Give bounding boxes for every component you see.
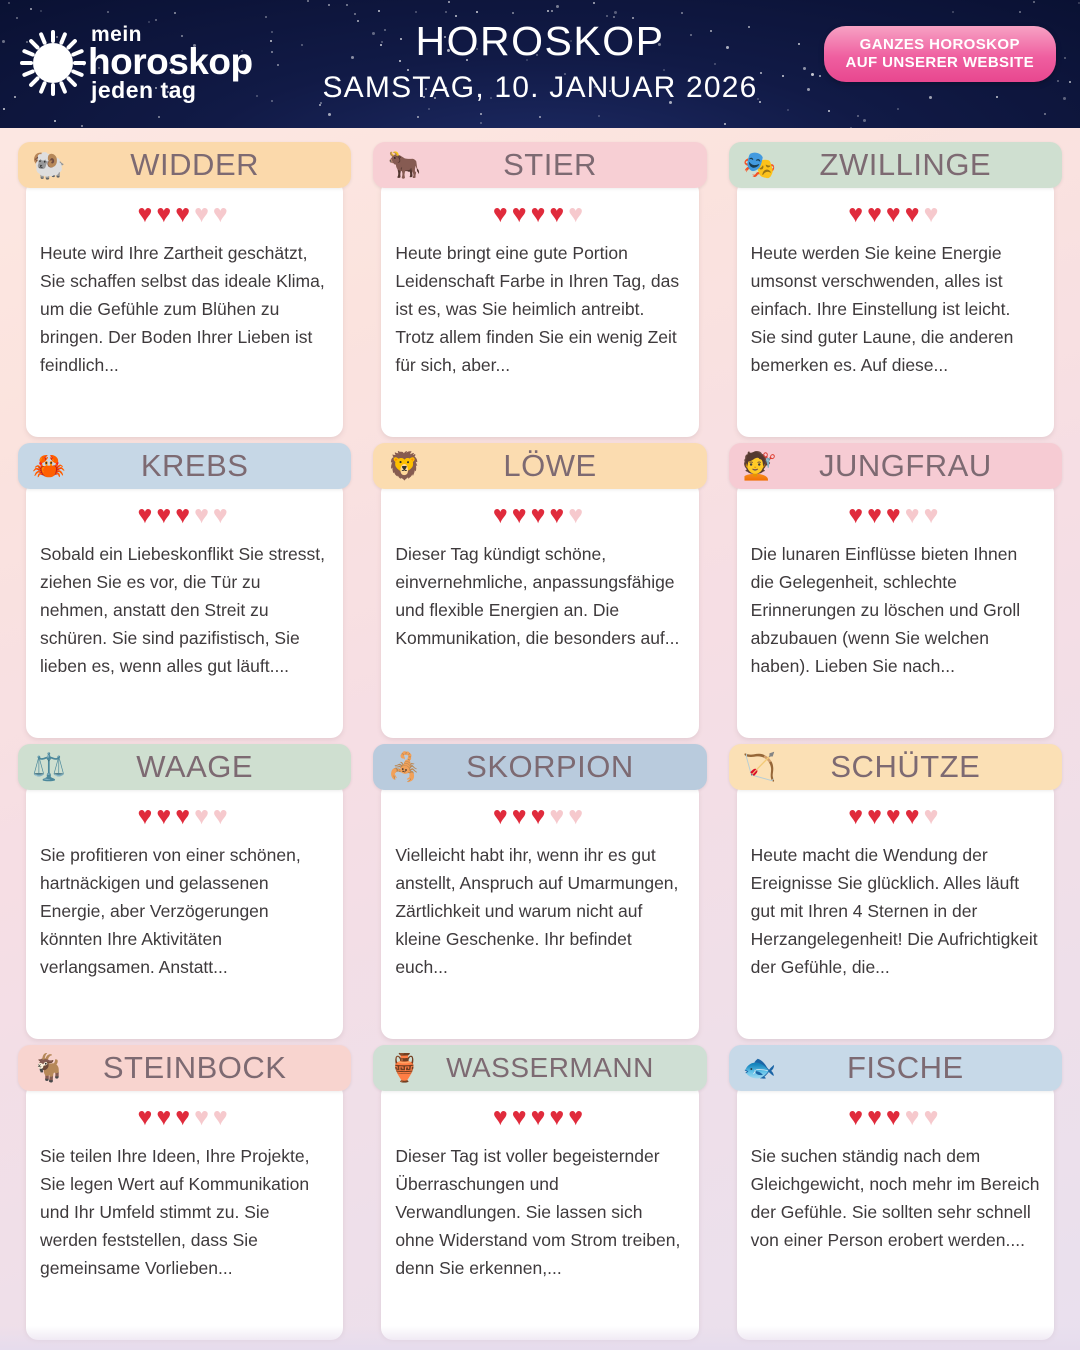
sign-body [26,180,343,437]
heart-icon: ♥ [511,501,531,529]
libra-scales-icon: ⚖️ [32,751,66,782]
sign-card-zwillinge[interactable] [729,142,1062,437]
page-header [0,0,1080,128]
heart-icon: ♥ [137,802,157,830]
heart-icon: ♥ [923,200,943,228]
cta-line-1: GANZES HOROSKOP [859,36,1020,53]
heart-icon: ♥ [492,200,512,228]
heart-icon: ♥ [568,1103,588,1131]
sign-text: Sie suchen ständig nach dem Gleichgewicht, noch mehr im Bereich der Gefühle. Sie sollten sehr schnell von einer Person erobert werden.... [750,1146,1040,1250]
sign-text: Dieser Tag kündigt schöne, einvernehmliche, anpassungsfähige und flexible Energien an. Die Kommunikation, die besonders auf... [395,544,680,648]
sign-header [373,142,706,188]
heart-icon: ♥ [194,200,213,228]
sign-text: Sie teilen Ihre Ideen, Ihre Projekte, Sie legen Wert auf Kommunikation und Ihr Umfeld stimmt zu. Sie werden feststellen, dass Sie gemeinsame Vorlieben... [40,1146,310,1278]
sign-header [373,443,706,489]
sign-header [18,142,351,188]
sign-header [729,142,1062,188]
capricorn-goat-icon: 🐐 [32,1052,66,1083]
sign-name: WAAGE [136,749,254,784]
heart-icon: ♥ [885,802,905,830]
taurus-bull-icon: 🐂 [387,149,422,180]
aquarius-jug-icon: 🏺 [387,1052,422,1083]
cta-line-2: AUF UNSERER WEBSITE [845,53,1034,71]
sign-header [18,1045,351,1091]
sign-body [737,1083,1054,1340]
sign-body [381,180,698,437]
sign-name: FISCHE [846,1050,964,1085]
love-rating [40,202,329,227]
sign-header [18,443,351,489]
heart-icon: ♥ [867,501,886,529]
sign-header [729,443,1062,489]
heart-icon: ♥ [848,501,868,529]
sign-header [373,1045,706,1091]
heart-icon: ♥ [885,501,905,529]
sign-name: STEINBOCK [102,1050,287,1085]
heart-icon: ♥ [212,1103,232,1131]
sign-card-fische[interactable] [729,1045,1062,1340]
leo-lion-icon: 🦁 [387,450,422,481]
heart-icon: ♥ [549,501,569,529]
sign-body [381,481,698,738]
heart-icon: ♥ [137,1103,157,1131]
sign-name: ZWILLINGE [819,147,992,182]
heart-icon: ♥ [549,802,569,830]
sign-name: STIER [503,147,597,182]
cta-button[interactable] [824,26,1056,82]
sign-card-waage[interactable] [18,744,351,1039]
heart-icon: ♥ [530,802,550,830]
sign-body [737,180,1054,437]
sign-name: KREBS [140,448,249,483]
heart-icon: ♥ [923,501,943,529]
sign-text: Vielleicht habt ihr, wenn ihr es gut anstellt, Anspruch auf Umarmungen, Zärtlichkeit und warum nicht auf kleine Geschenke. Ihr befindet euch... [395,845,679,977]
sign-text: Heute wird Ihre Zartheit geschätzt, Sie schaffen selbst das ideale Klima, um die Gefühle zum Blühen zu bringen. Der Boden Ihrer Lieben ist feindlich... [40,243,325,375]
sagittarius-bow-icon: 🏹 [742,751,777,782]
love-rating [751,1105,1040,1130]
heart-icon: ♥ [156,200,176,228]
heart-icon: ♥ [212,200,232,228]
heart-icon: ♥ [923,802,943,830]
heart-icon: ♥ [492,802,512,830]
horoscope-grid [0,128,1080,1350]
pisces-fish-icon: 🐟 [742,1052,777,1083]
heart-icon: ♥ [568,200,588,228]
sign-text: Sobald ein Liebeskonflikt Sie stresst, ziehen Sie es vor, die Tür zu nehmen, anstatt den Streit zu schüren. Sie sind pazifistisch, Sie lieben es, wenn alles gut läuft.... [40,544,326,676]
sign-text: Heute bringt eine gute Portion Leidenschaft Farbe in Ihren Tag, das ist es, was Sie heimlich antreibt. Trotz allem finden Sie ein wenig Zeit für sich, aber... [395,243,680,375]
heart-icon: ♥ [867,1103,886,1131]
love-rating [395,804,684,829]
heart-icon: ♥ [923,1103,943,1131]
sign-name: SKORPION [466,749,634,784]
heart-icon: ♥ [175,802,195,830]
logo-line-3: jeden tag [91,77,197,103]
heart-icon: ♥ [530,1103,550,1131]
sign-text: Heute werden Sie keine Energie umsonst verschwenden, alles ist einfach. Ihre Einstellung ist leicht. Sie sind guter Laune, die anderen bemerken es. Auf diese... [750,243,1014,375]
heart-icon: ♥ [212,802,232,830]
sign-body [26,481,343,738]
love-rating [395,202,684,227]
heart-icon: ♥ [904,501,924,529]
virgo-maiden-icon: 💇 [742,450,777,481]
heart-icon: ♥ [848,802,868,830]
sign-card-schütze[interactable] [729,744,1062,1039]
sign-name: WASSERMANN [446,1052,654,1083]
heart-icon: ♥ [885,200,905,228]
sign-card-wassermann[interactable] [373,1045,706,1340]
sign-body [26,1083,343,1340]
sign-body [26,782,343,1039]
heart-icon: ♥ [175,200,195,228]
heart-icon: ♥ [137,200,157,228]
logo-line-2: horoskop [88,41,253,82]
heart-icon: ♥ [492,1103,512,1131]
heart-icon: ♥ [904,802,924,830]
sign-name: SCHÜTZE [830,749,981,784]
sign-card-steinbock[interactable] [18,1045,351,1340]
sign-card-löwe[interactable] [373,443,706,738]
sign-body [737,481,1054,738]
love-rating [40,503,329,528]
cancer-crab-icon: 🦀 [32,450,66,481]
heart-icon: ♥ [175,1103,195,1131]
heart-icon: ♥ [848,1103,868,1131]
aries-ram-icon: 🐏 [32,149,66,180]
love-rating [751,202,1040,227]
heart-icon: ♥ [904,1103,924,1131]
sign-text: Sie profitieren von einer schönen, hartnäckigen und gelassenen Energie, aber Verzögerungen könnten Ihre Aktivitäten verlangsamen. Anstatt... [40,845,301,977]
heart-icon: ♥ [848,200,868,228]
heart-icon: ♥ [156,802,176,830]
sign-card-widder[interactable] [18,142,351,437]
bottom-fade-decoration [0,1326,1080,1350]
heart-icon: ♥ [194,1103,213,1131]
heart-icon: ♥ [549,200,569,228]
heart-icon: ♥ [530,200,550,228]
logo-line-1: mein [91,23,143,46]
sign-header [729,1045,1062,1091]
sign-header [729,744,1062,790]
love-rating [751,503,1040,528]
gemini-masks-icon: 🎭 [742,149,777,180]
heart-icon: ♥ [867,802,886,830]
heart-icon: ♥ [511,802,531,830]
sign-card-stier[interactable] [373,142,706,437]
heart-icon: ♥ [137,501,157,529]
sign-text: Dieser Tag ist voller begeisternder Überraschungen und Verwandlungen. Sie lassen sich ohne Widerstand vom Strom treiben, denn Sie erkennen,... [395,1146,681,1278]
heart-icon: ♥ [530,501,550,529]
sign-name: JUNGFRAU [818,448,992,483]
love-rating [40,804,329,829]
sign-name: LÖWE [503,448,597,483]
scorpio-scorpion-icon: 🦂 [387,751,422,782]
heart-icon: ♥ [568,501,588,529]
sign-card-krebs[interactable] [18,443,351,738]
love-rating [395,503,684,528]
heart-icon: ♥ [568,802,588,830]
sign-header [18,744,351,790]
heart-icon: ♥ [885,1103,905,1131]
heart-icon: ♥ [212,501,232,529]
sign-body [381,782,698,1039]
sign-text: Heute macht die Wendung der Ereignisse Sie glücklich. Alles läuft gut mit Ihren 4 Sternen in der Herzangelegenheit! Die Aufrichtigkeit der Gefühle, die... [750,845,1038,977]
sign-card-skorpion[interactable] [373,744,706,1039]
heart-icon: ♥ [156,1103,176,1131]
heart-icon: ♥ [867,200,886,228]
heart-icon: ♥ [194,501,213,529]
sign-text: Die lunaren Einflüsse bieten Ihnen die Gelegenheit, schlechte Erinnerungen zu löschen und Groll abzubauen (wenn Sie welchen haben). Lieben Sie nach... [750,544,1021,676]
heart-icon: ♥ [194,802,213,830]
love-rating [395,1105,684,1130]
heart-icon: ♥ [904,200,924,228]
sign-body [737,782,1054,1039]
sign-card-jungfrau[interactable] [729,443,1062,738]
heart-icon: ♥ [549,1103,569,1131]
heart-icon: ♥ [511,1103,531,1131]
heart-icon: ♥ [511,200,531,228]
sign-name: WIDDER [130,147,260,182]
heart-icon: ♥ [492,501,512,529]
sign-header [373,744,706,790]
love-rating [751,804,1040,829]
heart-icon: ♥ [175,501,195,529]
heart-icon: ♥ [156,501,176,529]
love-rating [40,1105,329,1130]
sign-body [381,1083,698,1340]
page-title: HOROSKOP [415,18,665,64]
page-date: SAMSTAG, 10. JANUAR 2026 [322,71,758,104]
